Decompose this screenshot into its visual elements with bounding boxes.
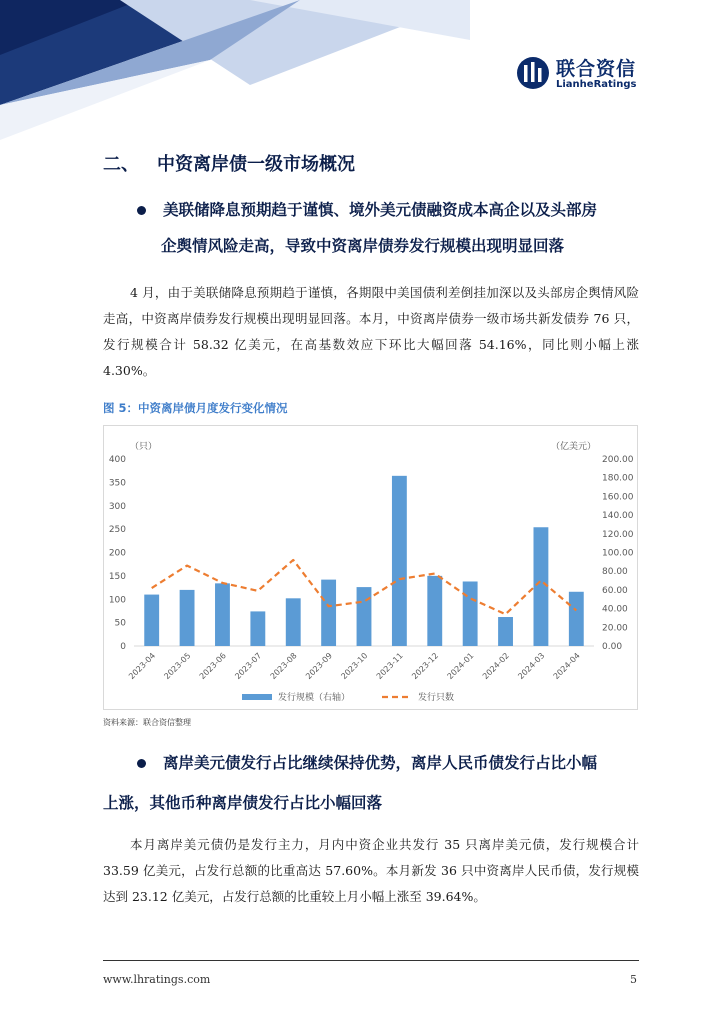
right-tick-label: 200.00 [602,455,634,465]
right-tick-label: 60.00 [602,585,628,596]
bar [144,595,159,646]
x-tick-label: 2024-01 [445,651,476,682]
x-tick-label: 2023-04 [127,651,158,682]
x-tick-label: 2023-06 [197,651,228,682]
bullet-heading-1 [137,192,657,264]
bullet-heading-1-line2: 企舆情风险走高，导致中资离岸债券发行规模出现明显回落 [161,237,565,255]
x-tick-label: 2024-02 [480,651,511,682]
bullet-dot-icon [137,206,146,215]
section-heading [103,150,355,176]
left-tick-label: 200 [108,548,126,559]
right-tick-label: 0.00 [602,642,623,652]
logo-text-cn: 联合资信 [556,58,637,80]
right-tick-label: 180.00 [602,473,634,484]
bullet-heading-1-line1: 美联储降息预期趋于谨慎、境外美元债融资成本高企以及头部房 [163,201,598,219]
bar [427,576,442,646]
x-tick-label: 2023-05 [162,651,193,682]
paragraph-1: 4 月，由于美联储降息预期趋于谨慎，各期限中美国债利差倒挂加深以及头部房企舆情风险走高，中资离岸债券发行规模出现明显回落。本月，中资离岸债券一级市场共新发债券 76 只，发行规模合计 58.32 亿美元，在高基数效应下环比大幅回落 54.16%，同比则小幅上涨 4.30%。 [103,285,639,378]
bar [180,590,195,646]
section-number: 二、 [103,154,139,175]
bar [321,580,336,646]
right-tick-label: 20.00 [602,623,628,634]
legend-bar-swatch [242,694,272,700]
left-tick-label: 100 [108,595,126,606]
bar [533,527,548,646]
legend-line-label: 发行只数 [418,693,455,703]
left-tick-label: 50 [114,618,126,629]
logo-text-en: LianheRatings [556,79,637,90]
left-tick-label: 300 [108,501,126,512]
x-tick-label: 2023-10 [339,651,370,682]
bar [392,476,407,646]
x-tick-label: 2023-11 [374,651,405,682]
figure-title: 图 5：中资离岸债月度发行变化情况 [103,401,288,415]
issuance-chart [104,426,639,711]
x-tick-label: 2024-03 [516,651,547,682]
bullet-heading-2 [103,745,657,817]
page-number: 5 [630,973,637,986]
right-tick-label: 80.00 [602,567,628,578]
footer-divider [103,960,639,961]
left-tick-label: 250 [108,525,126,536]
x-tick-label: 2023-09 [304,651,335,682]
paragraph-2: 本月离岸美元债仍是发行主力，月内中资企业共发行 35 只离岸美元债，发行规模合计 33.59 亿美元，占发行总额的比重高达 57.60%。本月新发 36 只中资离岸人民币债，发行规模达到 23.12 亿美元，占发行总额的比重较上月小幅上涨至 39.64%。 [103,837,639,904]
bar [215,583,230,646]
left-tick-label: 150 [108,571,126,582]
x-tick-label: 2023-12 [410,651,441,682]
chart-container [103,425,638,710]
x-tick-label: 2023-07 [233,651,264,682]
left-axis-label: （只） [130,442,158,452]
bullet-heading-2-line2: 上涨，其他币种离岸债发行占比小幅回落 [103,794,383,812]
bar [357,587,372,646]
right-tick-label: 40.00 [602,604,628,615]
company-logo [516,54,646,94]
left-tick-label: 0 [120,642,126,652]
bullet-dot-icon [137,759,146,768]
bar [250,611,265,646]
bullet-heading-2-line1: 离岸美元债发行占比继续保持优势，离岸人民币债发行占比小幅 [163,754,598,772]
right-tick-label: 100.00 [602,548,634,559]
figure-source: 资料来源：联合资信整理 [103,718,191,727]
right-tick-label: 120.00 [602,529,634,540]
right-axis-label: （亿美元） [550,442,596,452]
x-tick-label: 2024-04 [551,651,582,682]
bar [286,598,301,646]
x-tick-label: 2023-08 [268,651,299,682]
section-title: 中资离岸债一级市场概况 [157,154,355,175]
legend-bar-label: 发行规模（右轴） [278,693,351,703]
footer-url[interactable]: www.lhratings.com [103,973,211,986]
bar [569,592,584,646]
left-tick-label: 350 [108,478,126,489]
logo-mark-icon [516,56,550,90]
bar [498,617,513,646]
right-tick-label: 140.00 [602,511,634,522]
bar [463,581,478,646]
left-tick-label: 400 [108,455,126,465]
right-tick-label: 160.00 [602,492,634,503]
